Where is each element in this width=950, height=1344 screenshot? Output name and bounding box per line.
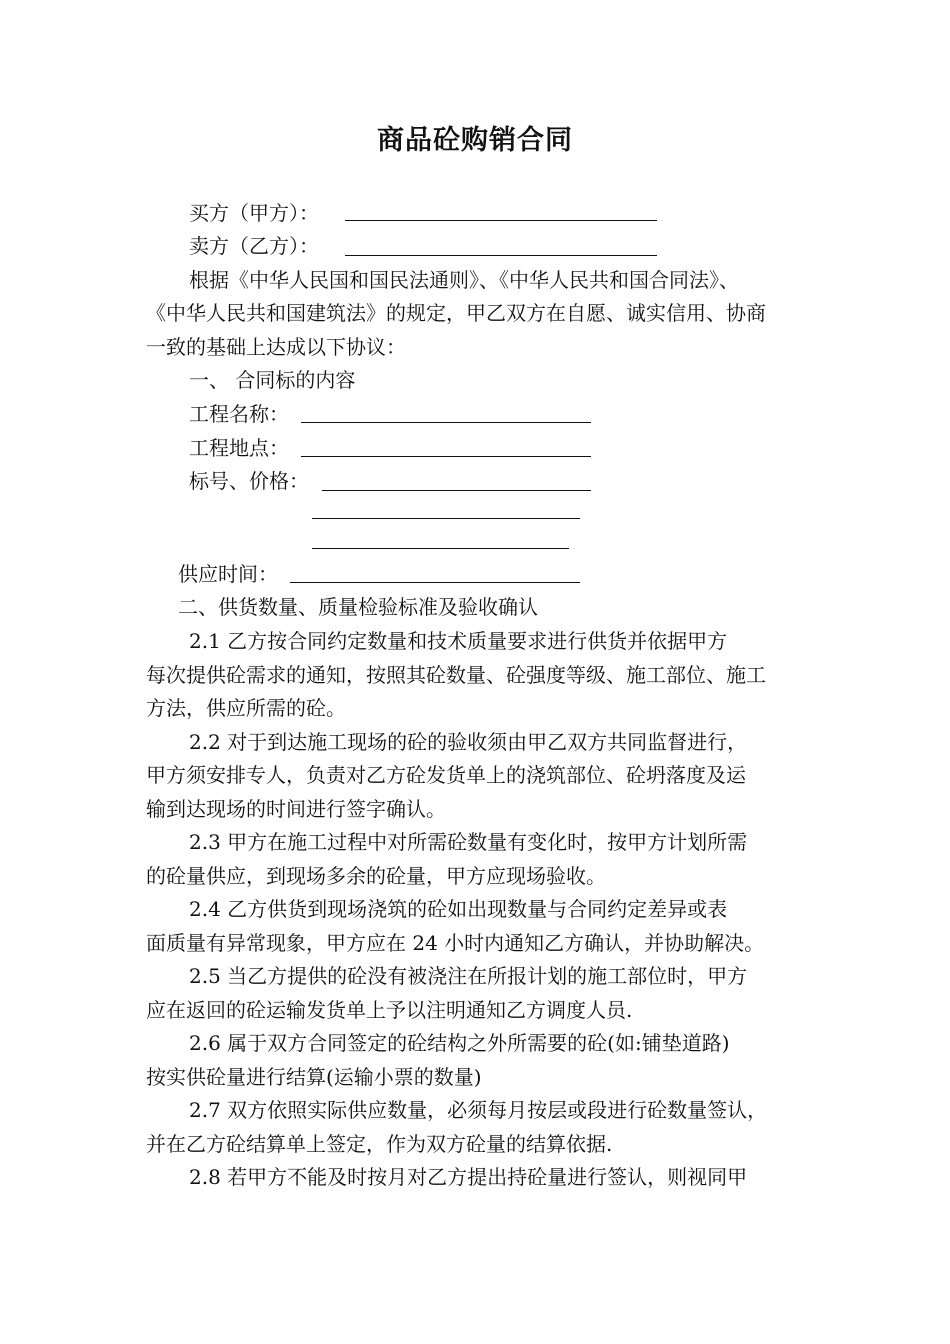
project-name-blank-line[interactable] — [301, 422, 591, 423]
clause-2-7-line-2: 并在乙方砼结算单上签定，作为双方砼量的结算依据. — [146, 1132, 613, 1156]
supply-time-label: 供应时间： — [178, 562, 278, 586]
clause-2-4-line-2: 面质量有异常现象，甲方应在 24 小时内通知乙方确认，并协助解决。 — [146, 931, 765, 955]
grade-price-blank-line-1[interactable] — [322, 490, 591, 491]
grade-price-blank-line-2[interactable] — [312, 518, 580, 519]
clause-2-3-line-2: 的砼量供应，到现场多余的砼量，甲方应现场验收。 — [146, 864, 606, 888]
clause-2-6-line-2: 按实供砼量进行结算(运输小票的数量) — [146, 1065, 482, 1089]
project-location-label: 工程地点： — [189, 436, 289, 460]
project-location-blank-line[interactable] — [301, 456, 591, 457]
clause-2-8-line-1: 2.8 若甲方不能及时按月对乙方提出持砼量进行签认，则视同甲 — [189, 1165, 748, 1189]
grade-price-blank-line-3[interactable] — [312, 548, 569, 549]
clause-2-3-line-1: 2.3 甲方在施工过程中对所需砼数量有变化时，按甲方计划所需 — [189, 830, 748, 854]
clause-2-2-line-2: 甲方须安排专人，负责对乙方砼发货单上的浇筑部位、砼坍落度及运 — [146, 763, 746, 787]
seller-blank-line[interactable] — [345, 255, 657, 256]
clause-2-5-line-2: 应在返回的砼运输发货单上予以注明通知乙方调度人员. — [146, 998, 633, 1022]
clause-2-5-line-1: 2.5 当乙方提供的砼没有被浇注在所报计划的施工部位时，甲方 — [189, 964, 748, 988]
clause-2-2-line-3: 输到达现场的时间进行签字确认。 — [146, 797, 446, 821]
supply-time-blank-line[interactable] — [290, 582, 580, 583]
preamble-line-2: 《中华人民共和国建筑法》的规定，甲乙双方在自愿、诚实信用、协商 — [146, 301, 766, 325]
clause-2-1-line-2: 每次提供砼需求的通知，按照其砼数量、砼强度等级、施工部位、施工 — [146, 663, 766, 687]
clause-2-1-line-3: 方法，供应所需的砼。 — [146, 696, 346, 720]
section-1-heading: 一、 合同标的内容 — [189, 368, 356, 392]
clause-2-4-line-1: 2.4 乙方供货到现场浇筑的砼如出现数量与合同约定差异或表 — [189, 897, 728, 921]
project-name-label: 工程名称： — [189, 402, 289, 426]
clause-2-6-line-1: 2.6 属于双方合同签定的砼结构之外所需要的砼(如:铺垫道路) — [189, 1031, 730, 1055]
clause-2-1-line-1: 2.1 乙方按合同约定数量和技术质量要求进行供货并依据甲方 — [189, 629, 728, 653]
clause-2-2-line-1: 2.2 对于到达施工现场的砼的验收须由甲乙双方共同监督进行， — [189, 730, 748, 754]
clause-2-7-line-1: 2.7 双方依照实际供应数量，必须每月按层或段进行砼数量签认， — [189, 1098, 768, 1122]
seller-label: 卖方（乙方）： — [189, 234, 319, 258]
preamble-line-3: 一致的基础上达成以下协议： — [146, 335, 406, 359]
buyer-blank-line[interactable] — [345, 220, 657, 221]
preamble-line-1: 根据《中华人民国和国民法通则》、《中华人民共和国合同法》、 — [189, 268, 739, 292]
document-title: 商品砼购销合同 — [377, 125, 573, 156]
section-2-heading: 二、供货数量、质量检验标准及验收确认 — [178, 595, 538, 619]
buyer-label: 买方（甲方）： — [189, 201, 319, 225]
grade-price-label: 标号、价格： — [189, 469, 309, 493]
